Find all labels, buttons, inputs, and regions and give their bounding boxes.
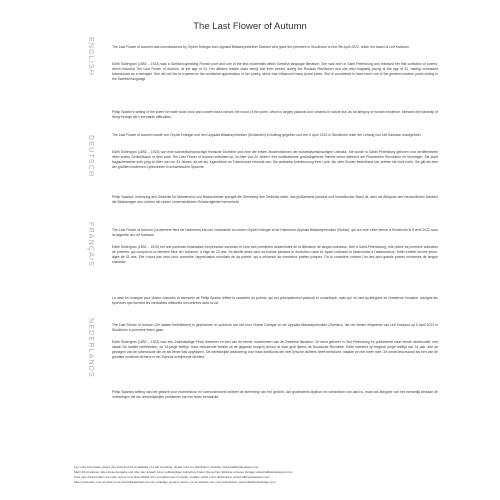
page-title: The Last Flower of Autumn: [193, 21, 307, 32]
footer-note-francais: Pour plus d'information sur cette œuvre et la disponibilité d'un enregistrement complet, veuillez visiter notre distributeur: www.halbbandedesign.com: [74, 475, 270, 479]
footer-note-deutsch: Mehr Informationen über diese Ausgabe und über den Erwerb einer vollständigen Aufnahme finden Sie auf der Website unseres Verlags: www.halbbandedesign.com: [74, 470, 293, 474]
section-english-paragraph-2: Edith Södergran (1892 – 1923) was a Swedish-speaking Finnish poet and one of the first modernists within Swedish language literature. She was born in Saint Petersburg and released her first collection of poems, which included The Last Flower of Autumn, at the age of 24. Her affluent middle class family lost their fortune during the Russian Revolution and she died tragically young at the age of 31, having contracted tuberculosis as a teenager. She did not live to experience the worldwide appreciation of her poetry, which has influenced many lyrical poets. She is considered to have been one of the greatest modern poets writing in the Swedish language.: [112, 62, 438, 81]
section-francais-paragraph-1: The Last Flower of Autumn (La dernière fleur de l'automne) est une commande du chœur Orphei Drängar et de l'harmonie Uppsala Bläsarsymfoniker (Suède), qui ont créé cette œuvre à Stockholm le 9 avril 2022 sous la baguette de Leif Karlsson.: [112, 228, 438, 237]
section-deutsch-paragraph-3: Philip Sparkes Vertonung des Gedichts für Männerchor und Blasorchester spiegelt die Stimmung des Gedichts wider, das größtenteils pastoral und romantischer Natur ist, aber als Allegorie des menschlichen Daseins die Belastungen des Lebens mit seinen unvermeidlichen Schwierigkeiten hervorhebt.: [112, 195, 438, 204]
section-nederlands-paragraph-3: Philip Sparkes setting van het gedicht voor mannenkoor en harmonieorkest imiteert de stemming van het gedicht, dat grotendeels idyllisch en romantisch van aard is, maar als allegorie van het menselijk bestaan de ontberingen die we onvermijdelijke problemen van het leven benadrukt.: [112, 390, 438, 399]
footer-note-english: For more information about this work and the availability of a full recording, please visit our distributor's website: www.halbbandedesign.com: [74, 465, 260, 469]
section-english-paragraph-3: Philip Sparke's setting of the poem for male voice choir and concert band echoes the mood of the poem, which is largely pastoral and romantic in nature but, as an allegory of human existence, stresses the hardship of living through life's inevitable difficulties.: [112, 110, 438, 119]
language-label-francais: FRANÇAIS: [87, 222, 94, 267]
section-nederlands-paragraph-1: The Last Flower of Autumn (De laatste herfstbloem) is geschreven in opdracht van het koor Orphei Drängar en de Uppsala Bläsarsymfoniker (Zweden), die het eerder dirigeerde van Leif Karlsson op 9 april 2022 in Stockholm in première lieten gaan.: [112, 323, 438, 332]
section-deutsch-paragraph-1: The Last Flower of Autumn wurde von Orphei Drängar und den Uppsala Bläsarsymfoniker (Schweden) in Auftrag gegeben und am 9. April 2022 in Stockholm unter der Leitung von Leif Karlsson uraufgeführt.: [112, 133, 422, 137]
footer-note-nederlands: Meer informatie over dit werk en de beschikbaarheid van een volledige opname vindt u op de website van onze distributeur: www.halbbandedesign.com: [74, 480, 276, 484]
section-francais-paragraph-2: Edith Södergran (1892 – 1923) est une poétesse finlandaise d'expression suédoise et l'une des premières modernistes de la littérature de langue suédoise. Née à Saint-Pétersbourg, elle publie sa première collection de poèmes, qui comprend La dernière fleur de l'automne, à l'âge de 24 ans. Sa famille aisée perd sa fortune pendant la révolution russe et, ayant contracté la tuberculose à l'adolescence, Edith s'éteint encore jeune, âgée de 31 ans. Elle n'aura pas vécu pour connaître l'appréciation mondiale de sa poésie, qui a influencé de nombreux poètes lyriques. On la considère comme l'un des plus grands poètes modernes de langue suédoise.: [112, 245, 438, 264]
language-label-deutsch: DEUTSCH: [87, 135, 94, 178]
section-francais-paragraph-3: La mise en musique pour chœur masculin et harmonie de Philip Sparke reflète le caractère du poème, qui est principalement pastoral et romantique, mais qui, en tant qu'allégorie de l'existence humaine, souligne les épreuves que forment les inévitables difficultés rencontrées dans la vie.: [112, 296, 438, 305]
section-nederlands-paragraph-2: Edith Södergran (1892 – 1923) was een Zweedstalige Finse dichteres en een van de eerste modernisten van de Zweedse literatuur. Ze werd geboren in Sint-Petersburg en publiceerde haar eerste dichtbundel, met daarin De laatste herfstbloem, op 24-jarige leeftijd. Haar welvarende familie uit de gegoede burgerij verloor al haar geld tijdens de Russische Revolutie. Edith overleed op tragisch jonge leeftijd van 31 jaar, aan de gevolgen van de tuberculose die ze als tiener had opgelopen. De wereldwijde waardering voor haar dichtkunst die veel lyrische dichters heeft beïnvloed, maakte ze niet meer mee. Ze wordt beschouwd als een van de grootste moderne dichters in het Zweeds schrijvende dichters.: [112, 340, 438, 359]
section-english-paragraph-1: The Last Flower of Autumn was commissioned by Orphei Drängar and Uppsala Bläsarsymfoniker Sweden who gave the premiere in Stockholm on the 9th April 2022, under the baton of Leif Karlsson.: [112, 45, 410, 49]
section-deutsch-paragraph-2: Edith Södergran (1892 – 1923) war eine schwedischsprachige finnische Dichterin und eine der ersten Modernistinnen der schwedischsprachigen Literatur. Sie wurde in Sankt Petersburg geboren und veröffentlichte ihren ersten Gedichtband, in dem auch The Last Flower of Autumn enthalten ist, im Alter von 24 Jahren. Ihre wohlhabende großbürgerliche Familie verlor während der Russischen Revolution ihr Vermögen. Sie starb tragischerweise sehr jung im Alter von nur 31 Jahren, da sie als Jugendliche an Tuberkulose erkrankt war. Die weltweite Anerkennung ihrer Lyrik, die viele Dichter beeinflusst hat, erlebte sie nicht mehr. Sie gilt als eine der größten modernen Lyrikerinnen in schwedischer Sprache.: [112, 150, 438, 169]
language-label-nederlands: NEDERLANDS: [87, 318, 94, 378]
language-label-english: ENGLISH: [87, 37, 94, 77]
